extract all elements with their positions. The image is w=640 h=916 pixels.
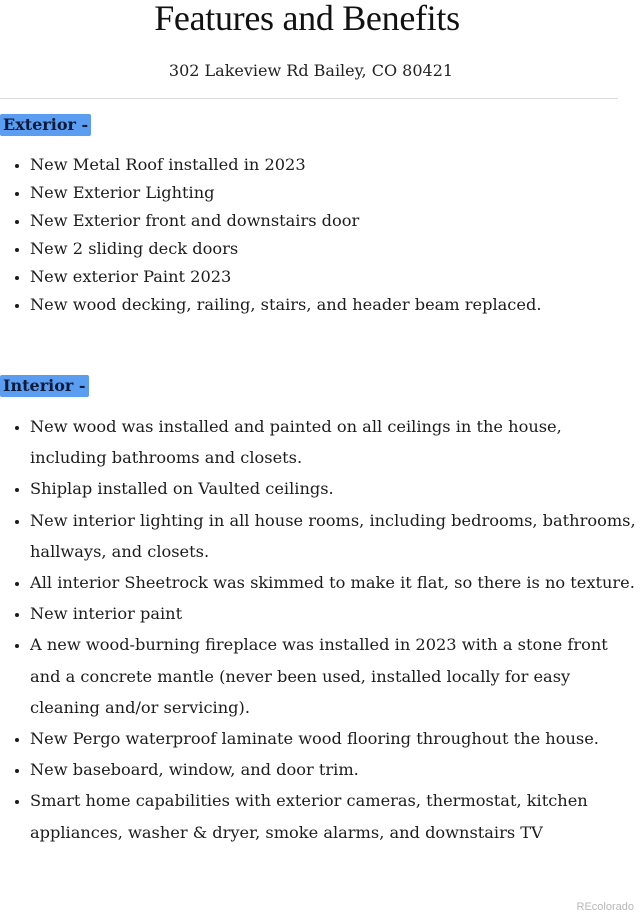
property-address: 302 Lakeview Rd Bailey, CO 80421 <box>168 61 454 80</box>
list-item: • New Pergo waterproof laminate wood flooring throughout the house. <box>30 723 636 754</box>
list-item: • New exterior Paint 2023 <box>30 263 636 291</box>
exterior-feature-list <box>0 151 636 319</box>
list-item: • All interior Sheetrock was skimmed to make it flat, so there is no texture. <box>30 567 636 598</box>
list-item: • New wood decking, railing, stairs, and header beam replaced. <box>30 291 636 319</box>
interior-feature-list <box>0 411 636 848</box>
list-item: • New interior paint <box>30 598 636 629</box>
list-item: • New Exterior front and downstairs door <box>30 207 636 235</box>
list-item: • Shiplap installed on Vaulted ceilings. <box>30 473 636 504</box>
list-item: • A new wood-burning fireplace was installed in 2023 with a stone front and a concrete mantle (never been used, installed locally for easy cleaning and/or servicing). <box>30 629 636 723</box>
interior-heading: Interior - <box>0 375 89 397</box>
header-divider <box>0 98 618 99</box>
list-item: • New interior lighting in all house rooms, including bedrooms, bathrooms, hallways, and closets. <box>30 505 636 567</box>
page-title: Features and Benefits <box>154 0 460 38</box>
exterior-heading: Exterior - <box>0 114 91 136</box>
list-item: • New baseboard, window, and door trim. <box>30 754 636 785</box>
list-item: • New Metal Roof installed in 2023 <box>30 151 636 179</box>
list-item: • New wood was installed and painted on all ceilings in the house, including bathrooms and closets. <box>30 411 636 473</box>
list-item: • New 2 sliding deck doors <box>30 235 636 263</box>
watermark: REcolorado <box>576 901 634 913</box>
list-item: • Smart home capabilities with exterior cameras, thermostat, kitchen appliances, washer & dryer, smoke alarms, and downstairs TV <box>30 785 636 847</box>
list-item: • New Exterior Lighting <box>30 179 636 207</box>
